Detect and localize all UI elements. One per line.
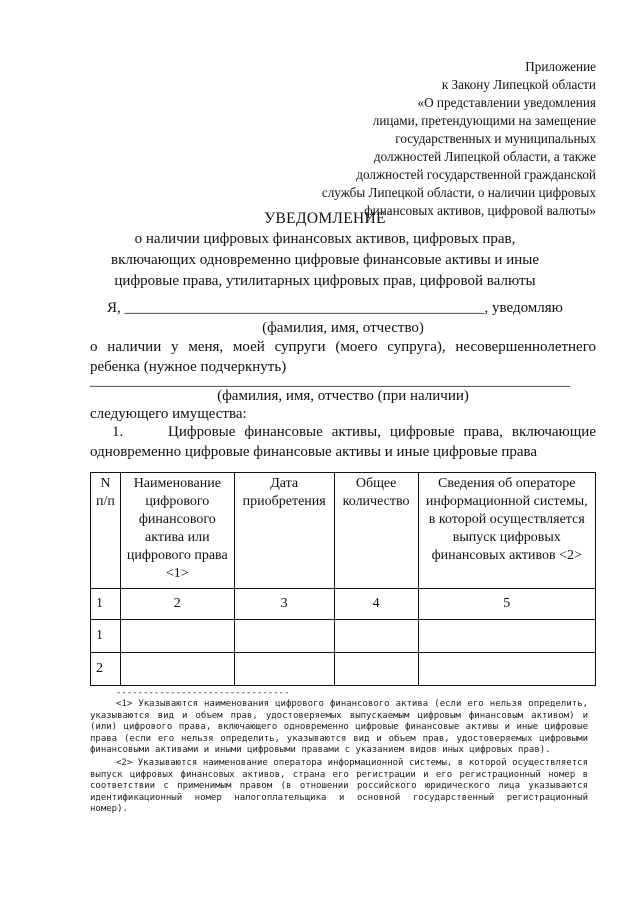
header-cell: Сведения об операторе информационной системы, в которой осуществляется выпуск цифровых финансовых активов <2>: [418, 473, 595, 589]
numbering-cell: 2: [120, 589, 234, 620]
annex-line: финансовых активов, цифровой валюты»: [364, 203, 596, 218]
row-number: 2: [91, 653, 121, 686]
header-cell: N п/п: [91, 473, 121, 589]
table-cell[interactable]: [120, 620, 234, 653]
presence-paragraph: о наличии у меня, моей супруги (моего супруга), несовершеннолетнего ребенка (нужное подчеркнуть): [90, 339, 596, 375]
header-cell: Общее количество: [334, 473, 418, 589]
header-cell: Наименование цифрового финансового актива или цифрового права <1>: [120, 473, 234, 589]
numbering-cell: 3: [234, 589, 334, 620]
fio-caption: (фамилия, имя, отчество): [262, 320, 424, 336]
numbering-cell: 1: [91, 589, 121, 620]
declarant-text: Я, ________________________________________________, уведомляю: [107, 300, 563, 316]
footnotes: [90, 688, 588, 815]
annex-line: Приложение: [525, 59, 596, 74]
table-header-row: [91, 473, 596, 589]
header-cell: Дата приобретения: [234, 473, 334, 589]
section-text: Цифровые финансовые активы, цифровые права, включающие одновременно цифровые финансовые активы и иные цифровые права: [90, 424, 596, 460]
assets-table: [90, 472, 596, 686]
declarant-line: [90, 298, 596, 318]
annex-line: лицами, претендующими на замещение: [372, 113, 596, 128]
footnote-separator: --------------------------------: [116, 688, 290, 698]
annex-line: должностей государственной гражданской: [356, 167, 596, 182]
subtitle-line: включающих одновременно цифровые финансовые активы и иные: [111, 252, 539, 268]
table-cell[interactable]: [234, 653, 334, 686]
numbering-cell: 4: [334, 589, 418, 620]
subtitle-line: цифровые права, утилитарных цифровых прав, цифровой валюты: [114, 273, 536, 289]
table-cell[interactable]: [334, 653, 418, 686]
annex-line: службы Липецкой области, о наличии цифровых: [321, 185, 596, 200]
table-cell[interactable]: [334, 620, 418, 653]
table-cell[interactable]: [120, 653, 234, 686]
numbering-cell: 5: [418, 589, 595, 620]
footnote-1: <1> Указываются наименования цифрового финансового актива (если его нельзя определить, указываются вид и объем прав, удостоверяемых выпускаемым цифровым финансовым активом) и (или) цифрового права, включающего одновременно цифровые финансовые активы и иные цифровые права (если его нельзя определить, указываются вид и объем прав, удостоверяемых цифровыми финансовыми активами и иными цифровыми правами с указанием видов иных цифровых прав).: [90, 699, 588, 756]
annex-line: «О представлении уведомления: [417, 95, 596, 110]
annex-line: государственных и муниципальных: [395, 131, 596, 146]
property-intro: следующего имущества:: [90, 406, 247, 422]
table-row: [91, 653, 596, 686]
page-title: УВЕДОМЛЕНИЕ: [264, 210, 386, 227]
section-1-heading: [90, 422, 596, 462]
table-cell[interactable]: [234, 620, 334, 653]
table-row: [91, 620, 596, 653]
table-cell[interactable]: [418, 620, 595, 653]
footnote-2: <2> Указываются наименование оператора информационной системы, в которой осуществляется выпуск цифровых финансовых активов, страна его регистрации и его регистрационный номер в соответствии с применимым правом (в отношении российского юридического лица указываются идентификационный номер налогоплательщика и основной государственный регистрационный номер).: [90, 758, 588, 815]
annex-line: к Закону Липецкой области: [441, 77, 596, 92]
annex-header: [266, 58, 596, 220]
row-number: 1: [91, 620, 121, 653]
blank-fill-line: ________________________________________________________________: [90, 373, 570, 389]
document-title: [60, 208, 590, 292]
table-numbering-row: [91, 589, 596, 620]
section-number: 1.: [112, 424, 124, 440]
fio-caption-2: (фамилия, имя, отчество (при наличии): [217, 388, 469, 404]
annex-line: должностей Липецкой области, а также: [373, 149, 596, 164]
subtitle-line: о наличии цифровых финансовых активов, цифровых прав,: [134, 231, 516, 247]
table-cell[interactable]: [418, 653, 595, 686]
